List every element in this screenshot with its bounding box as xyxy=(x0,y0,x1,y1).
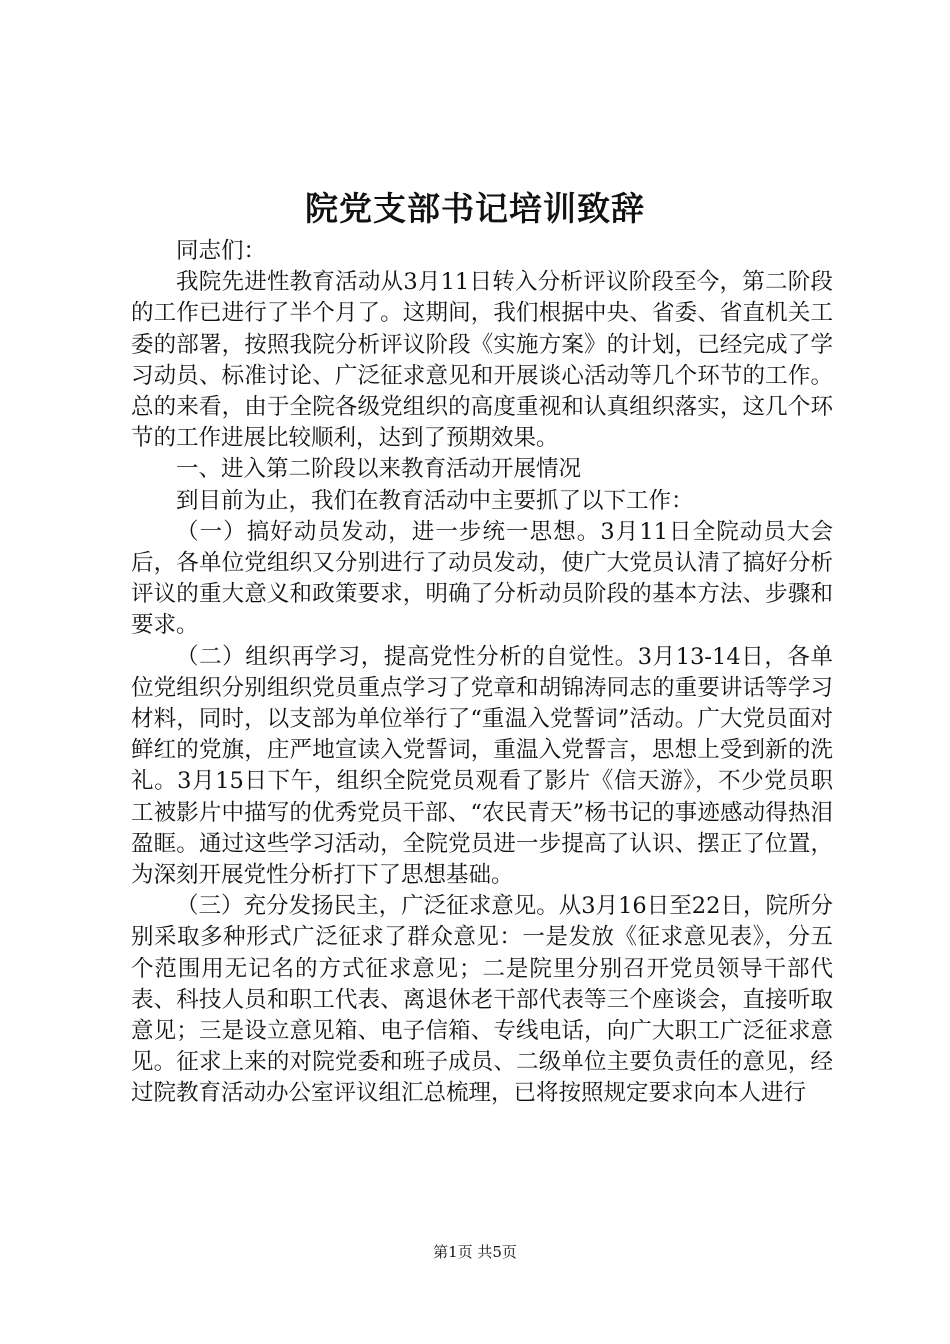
paragraph-item-1: （一）搞好动员发动，进一步统一思想。3月11日全院动员大会后，各单位党组织又分别进行了动员发动，使广大党员认清了搞好分析评议的重大意义和政策要求，明确了分析动员阶段的基本方法、步骤和要求。 xyxy=(131,518,833,639)
document-body xyxy=(131,236,833,1110)
paragraph-summary: 到目前为止，我们在教育活动中主要抓了以下工作： xyxy=(176,487,694,514)
paragraph-item-3: （三）充分发扬民主，广泛征求意见。从3月16日至22日，院所分别采取多种形式广泛征求了群众意见：一是发放《征求意见表》，分五个范围用无记名的方式征求意见；二是院里分别召开党员领导干部代表、科技人员和职工代表、离退休老干部代表等三个座谈会，直接听取意见；三是设立意见箱、电子信箱、专线电话，向广大职工广泛征求意见。征求上来的对院党委和班子成员、二级单位主要负责任的意见，经过院教育活动办公室评议组汇总梳理，已将按照规定要求向本人进行 xyxy=(131,893,833,1107)
paragraph-salutation: 同志们： xyxy=(176,238,267,264)
paragraph-intro: 我院先进性教育活动从3月11日转入分析评议阶段至今，第二阶段的工作已进行了半个月了。这期间，我们根据中央、省委、省直机关工委的部署，按照我院分析评议阶段《实施方案》的计划，已经完成了学习动员、标准讨论、广泛征求意见和开展谈心活动等几个环节的工作。总的来看，由于全院各级党组织的高度重视和认真组织落实，这几个环节的工作进展比较顺利，达到了预期效果。 xyxy=(131,269,833,452)
section-heading-1: 一、进入第二阶段以来教育活动开展情况 xyxy=(176,456,582,483)
page-footer: 第1页 共5页 xyxy=(433,1243,517,1261)
paragraph-item-2: （二）组织再学习，提高党性分析的自觉性。3月13-14日，各单位党组织分别组织党员重点学习了党章和胡锦涛同志的重要讲话等学习材料，同时，以支部为单位举行了“重温入党誓词”活动。广大党员面对鲜红的党旗，庄严地宣读入党誓词，重温入党誓言，思想上受到新的洗礼。3月15日下午，组织全院党员观看了影片《信天游》，不少党员职工被影片中描写的优秀党员干部、“农民青天”杨书记的事迹感动得热泪盈眶。通过这些学习活动，全院党员进一步提高了认识、摆正了位置，为深刻开展党性分析打下了思想基础。 xyxy=(131,643,833,889)
document-title: 院党支部书记培训致辞 xyxy=(305,189,645,228)
